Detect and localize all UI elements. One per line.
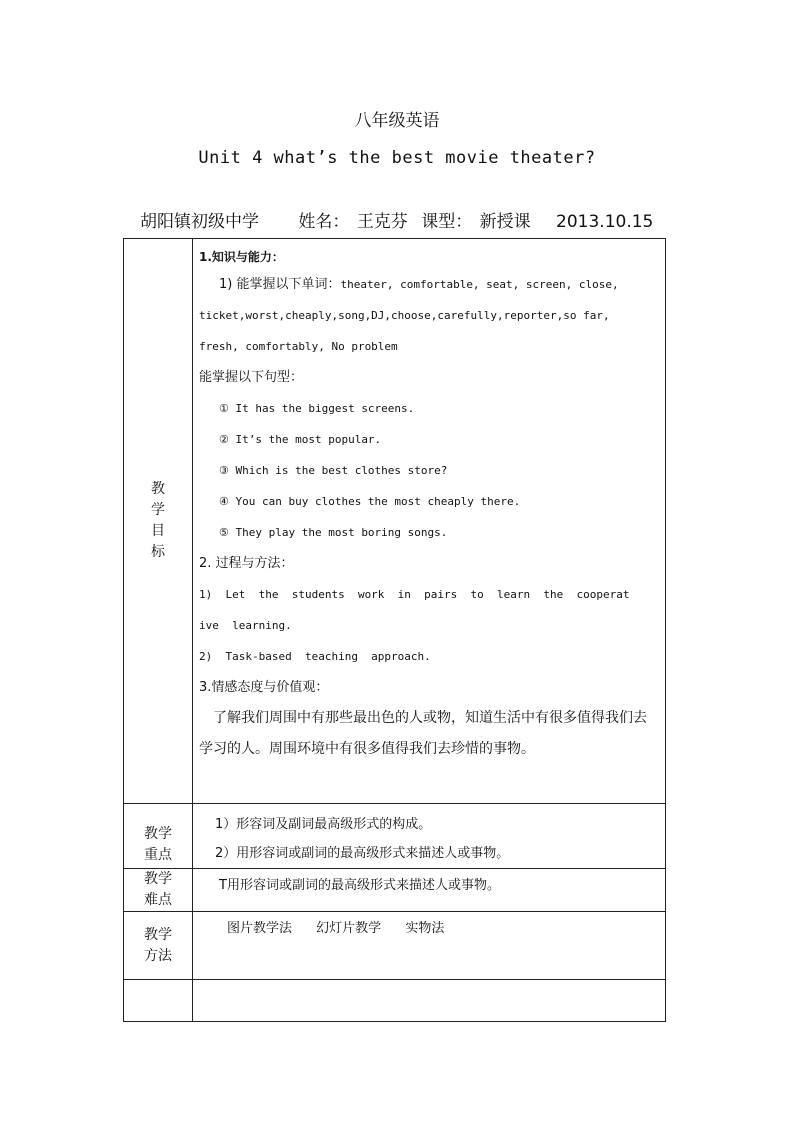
- vocab-line-3: fresh, comfortably, No problem: [199, 340, 398, 353]
- key-points-label-line: 教学: [144, 826, 172, 842]
- difficulties-label-line: 教学: [144, 871, 172, 887]
- objectives-content: [193, 239, 666, 804]
- key-points-content: [193, 804, 666, 869]
- vocab-line-1: [199, 269, 659, 300]
- process-item-1-line-2: ive learning.: [199, 619, 292, 632]
- lesson-plan-table: [123, 238, 666, 1022]
- key-points-label: [124, 804, 193, 869]
- sentence-item: ⑤ They play the most boring songs.: [219, 526, 448, 539]
- school-name: 胡阳镇初级中学: [140, 212, 259, 232]
- unit-title: Unit 4 what’s the best movie theater?: [198, 148, 596, 168]
- process-heading: 2. 过程与方法：: [199, 556, 294, 571]
- objectives-label-char: 目: [151, 523, 165, 539]
- methods-row: [124, 912, 666, 980]
- vocab-words-1: theater, comfortable, seat, screen, close,: [340, 278, 619, 291]
- empty-label-cell: [124, 980, 193, 1022]
- difficulties-row: [124, 869, 666, 912]
- attitude-heading: 3.情感态度与价值观：: [199, 680, 329, 695]
- key-points-row: [124, 804, 666, 869]
- lesson-date: 2013.10.15: [556, 212, 654, 232]
- teacher-name-label: 姓名：: [298, 212, 350, 232]
- key-point-item: 2）用形容词或副词的最高级形式来描述人或事物。: [215, 846, 510, 861]
- methods-label-line: 方法: [144, 947, 172, 964]
- difficulties-content: [193, 869, 666, 912]
- key-point-item: 1）形容词及副词最高级形式的构成。: [215, 817, 432, 832]
- difficulty-text: T用形容词或副词的最高级形式来描述人或事物。: [219, 878, 500, 893]
- attitude-text: 了解我们周围中有那些最出色的人或物，知道生活中有很多值得我们去学习的人。周围环境中有很多值得我们去珍惜的事物。: [199, 710, 647, 757]
- sentence-item: ④ You can buy clothes the most cheaply there.: [219, 495, 521, 508]
- lesson-type-label: 课型：: [421, 212, 473, 232]
- method-item: 幻灯片教学: [316, 921, 382, 936]
- method-item: 图片教学法: [227, 921, 293, 936]
- methods-content: [193, 912, 666, 980]
- empty-content-cell: [193, 980, 666, 1022]
- objectives-label-char: 学: [151, 502, 165, 518]
- objectives-label-char: 标: [151, 544, 165, 560]
- teacher-name: 王克芬: [356, 212, 408, 232]
- method-item: 实物法: [405, 921, 445, 936]
- difficulties-label: [124, 869, 193, 912]
- key-points-label-line: 重点: [144, 847, 172, 863]
- vocab-intro: 1) 能掌握以下单词：: [219, 277, 341, 292]
- difficulties-label-line: 难点: [144, 892, 172, 908]
- objectives-label-char: 教: [151, 481, 165, 497]
- methods-label: [124, 912, 193, 980]
- sentences-intro: 能掌握以下句型：: [199, 370, 304, 385]
- sentence-item: ① It has the biggest screens.: [219, 402, 415, 415]
- document-meta: [140, 207, 653, 232]
- methods-label-line: 教学: [144, 926, 172, 943]
- process-item-2: 2) Task-based teaching approach.: [199, 650, 431, 663]
- knowledge-heading: 1.知识与能力：: [199, 250, 284, 264]
- lesson-type: 新授课: [479, 212, 531, 232]
- objectives-row: [124, 239, 666, 804]
- document-title: 八年级英语: [354, 111, 440, 131]
- sentence-item: ③ Which is the best clothes store?: [219, 464, 448, 477]
- process-item-1-line-1: 1) Let the students work in pairs to learn the cooperat: [199, 588, 630, 601]
- objectives-label: [124, 239, 193, 804]
- sentence-item: ② It’s the most popular.: [219, 433, 382, 446]
- empty-row: [124, 980, 666, 1022]
- vocab-line-2: ticket,worst,cheaply,song,DJ,choose,carefully,reporter,so far,: [199, 309, 610, 322]
